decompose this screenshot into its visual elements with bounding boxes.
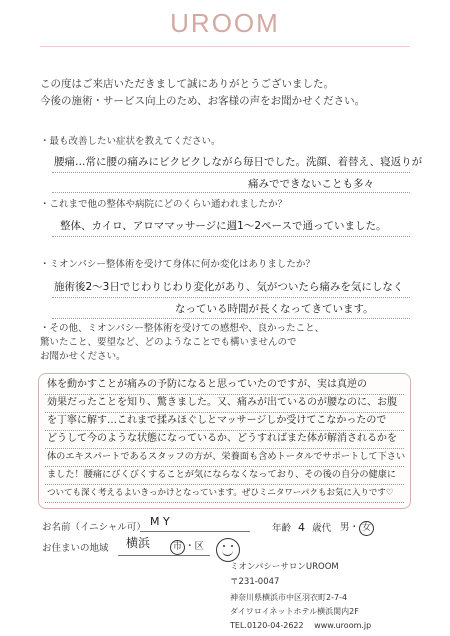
comment-rule-3: [45, 430, 404, 431]
comment-box: [38, 373, 411, 509]
answer-1-rule-2: [52, 192, 410, 193]
answer-3-line-1: 施術後2〜3日でじわりじわり変化があり、気がついたら痛みを気にしなく: [54, 281, 404, 293]
area-separator: ・: [185, 541, 195, 552]
answer-3-rule-2: [52, 318, 410, 319]
footer-postal: 〒231-0047: [230, 577, 280, 587]
comment-line-4: どうして今のような状態になっているか、どうすればまた体が解消されるかを: [47, 433, 397, 444]
answer-3-rule-1: [52, 297, 410, 298]
comment-line-2: 効果だったことを知り、驚きました。又、痛みが出ているのが腰なのに、お腹: [47, 397, 397, 408]
answer-1-line-1: 腰痛…常に腰の痛みにビクビクしながら毎日でした。洗顔、着替え、寝返りが: [54, 156, 423, 168]
comment-line-1: 体を動かすことが痛みの予防になると思っていたのですが、実は真逆の: [47, 379, 367, 390]
gender-field: [340, 519, 374, 536]
footer-address-2: ダイワロイネットホテル横浜関内2F: [230, 607, 359, 616]
gender-separator: ・: [349, 522, 360, 533]
footer-url: www.uroom.jp: [314, 621, 372, 630]
answer-1-line-2: 痛みでできないことも多々: [248, 178, 374, 190]
area-ward: 区: [194, 541, 205, 552]
comment-line-5: 体のエキスパートであるスタッフの方が、栄養面も含めトータルでサポートして下さい: [47, 451, 406, 462]
comment-rule-5: [45, 466, 404, 467]
footer-address-1: 神奈川県横浜市中区羽衣町2-7-4: [230, 593, 348, 602]
comment-rule-1: [45, 394, 404, 395]
question-4: [40, 322, 324, 364]
comment-rule-7: [45, 502, 404, 503]
area-value: 横浜: [126, 536, 151, 550]
footer-contact: [230, 618, 371, 633]
age-label-prefix: 年齢: [272, 523, 292, 534]
age-value: 4: [298, 521, 306, 534]
area-label: お住まいの地域: [42, 543, 109, 554]
answer-2-rule-1: [52, 236, 410, 237]
question-4-line-3: お聞かせください。: [40, 351, 126, 362]
intro-line-2: 今後の施術・サービス向上のため、お客様の声をお聞かせください。: [40, 95, 366, 107]
smiley-drawing: [216, 538, 240, 562]
header-divider: [40, 46, 410, 47]
area-unit: [170, 538, 204, 555]
name-value: M Y: [150, 515, 170, 528]
area-underline: [118, 555, 210, 556]
comment-rule-6: [45, 484, 404, 485]
intro-text: [40, 76, 365, 110]
footer-salon: ミオンパシーサロンUROOM: [230, 562, 339, 572]
comment-rule-2: [45, 412, 404, 413]
comment-rule-4: [45, 448, 404, 449]
comment-line-3: を丁寧に解す…これまで揉みほぐしとマッサージしか受けてこなかったので: [47, 415, 387, 426]
name-underline: [140, 531, 250, 532]
answer-3-line-2: なっている時間が長くなってきています。: [175, 303, 374, 315]
question-1: ・最も改善したい症状を教えてください。: [40, 136, 221, 147]
brand-logo: UROOM: [170, 8, 280, 38]
comment-line-7: ついても深く考えるよいきっかけとなっています。ぜひミニタワーパクもお気に入りです♡: [47, 488, 394, 498]
gender-female-circled: 女: [359, 521, 374, 536]
question-4-line-1: ・その他、ミオンパシー整体術を受けての感想や、良かったこと、: [40, 323, 325, 334]
question-4-line-2: 驚いたこと、要望など、どのようなことでも構いませんので: [40, 337, 297, 348]
answer-2-line-1: 整体、カイロ、アロママッサージに週1〜2ペースで通っていました。: [60, 220, 387, 232]
footer-tel: TEL.0120-04-2622: [230, 621, 304, 630]
area-city-circled: 市: [170, 540, 185, 555]
age-label: [272, 519, 331, 537]
comment-line-6: ました！腰痛にびくびくすることが気にならなくなっており、その後の自分の健康に: [47, 469, 397, 480]
question-2: ・これまで他の整体や病院にどのくらい通われましたか？: [40, 199, 288, 210]
gender-male: 男: [340, 522, 350, 533]
question-3: ・ミオンパシー整体術を受けて身体に何か変化はありましたか？: [40, 259, 315, 270]
age-label-suffix: 歳代: [312, 523, 332, 534]
intro-line-1: この度はご来店いただきまして誠にありがとうございました。: [40, 78, 334, 90]
answer-1-rule-1: [52, 172, 410, 173]
name-label: お名前（イニシャル可）: [42, 522, 146, 533]
